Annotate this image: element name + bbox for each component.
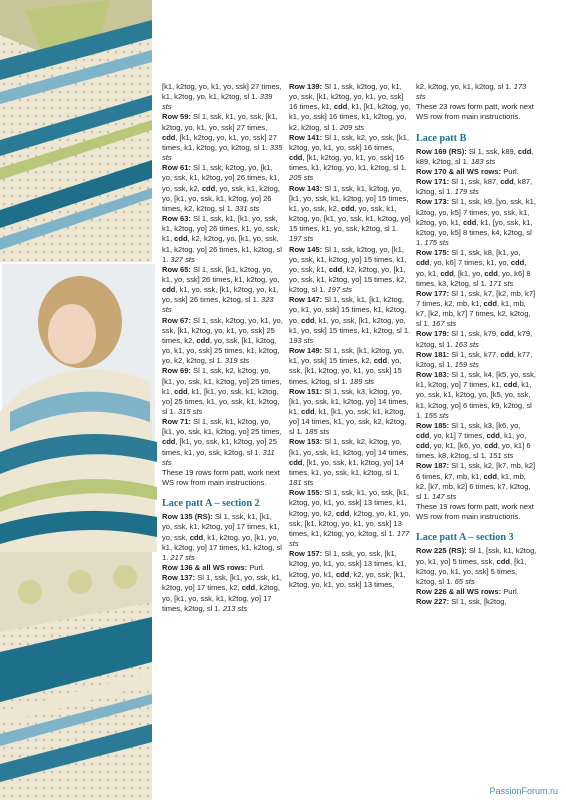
pattern-row: Row 175: Sl 1, ssk, k8, [k1, yo, cdd, yo, k6] 7 times, k1, yo, cdd, yo, k1, cdd, [k1, yo, cdd, yo, k6] 8 times, k3, k2tog, sl 1. 171 sts <box>416 248 531 288</box>
watermark: PassionForum.ru <box>489 786 558 796</box>
pattern-row: Row 179: Sl 1, ssk, k79, cdd, k79, k2tog, sl 1. 163 sts <box>416 329 533 349</box>
pattern-row: Row 181: Sl 1, ssk, k77, cdd, k77, k2tog, sl 1. 159 sts <box>416 349 533 369</box>
pattern-row: Row 65: Sl 1, ssk, [k1, k2tog, yo, k1, yo, ssk] 26 times, k1, k2tog, yo, cdd, k1, yo, ssk, [k1, k2tog, yo, k1, yo, ssk] 26 times, k2tog, sl 1. 323 sts <box>162 264 280 315</box>
pattern-row: These 23 rows form patt, work next WS row from main instructions. <box>416 102 534 122</box>
pattern-row: Row 149: Sl 1, ssk, [k1, k2tog, yo, k1, yo, ssk] 15 times, k2, cdd, yo, ssk, [k1, k2tog, yo, k1, yo, ssk] 15 times, k2tog, sl 1. 189 sts <box>289 346 404 386</box>
pattern-row: Row 69: Sl 1, ssk, k2, k2tog, yo, [k1, yo, ssk, k1, k2tog, yo] 25 times, k1, cdd, k1, [k1, yo, ssk, k1, k2tog, yo] 25 times, k1, yo, ssk, k1, k2tog, sl 1. 315 sts <box>162 366 282 416</box>
pattern-row: Row 71: Sl 1, ssk, k1, k2tog, yo, [k1, yo, ssk, k1, k2tog, yo] 25 times, cdd, [k1, yo, ssk, k1, k2tog, yo] 25 times, k1, yo, ssk, k2tog, sl 1. 311 sts <box>162 417 282 467</box>
pattern-row: Row 136 & all WS rows: Purl. <box>162 563 265 573</box>
column-3 <box>416 82 538 607</box>
pattern-row: Row 141: Sl 1, ssk, k2, yo, ssk, [k1, k2tog, yo, k1, yo, ssk] 16 times, cdd, [k1, k2tog, yo, k1, yo, ssk] 16 times, k1, k2tog, yo, k1, k2tog, sl 1. 205 sts <box>289 132 409 183</box>
pattern-row: Row 137: Sl 1, ssk, [k1, yo, ssk, k1, k2tog, yo] 17 times, k2, cdd, k2tog, yo, [k1, yo, ssk, k1, k2tog, yo] 17 times, k2tog, sl 1. 213 sts <box>162 573 282 613</box>
pattern-row: Row 173: Sl 1, ssk, k9, [yo, ssk, k1, k2tog, yo, k5] 7 times, yo, ssk, k1, k2tog, yo, k1, cdd, k1, [yo, ssk, k1, k2tog, yo, k5] 8 times, k4, k2tog, sl 1. 175 sts <box>416 197 536 248</box>
pattern-row: Row 151: Sl 1, ssk, k3, k2tog, yo, [k1, yo, ssk, k1, k2tog, yo] 14 times, k1, cdd, k1, [k1, yo, ssk, k1, k2tog, yo] 14 times, k1, yo, ssk, k2, k2tog, sl 1. 185 sts <box>289 386 409 437</box>
photo-shawl-detail <box>0 552 152 800</box>
pattern-row: Row 177: Sl 1, ssk, k7, [k2, mb, k7] 7 times, k2, mb, k1, cdd, k1, mb, k7, [k2, mb, k7] 7 times, k2, k2tog, sl 1. 167 sts <box>416 288 536 329</box>
pattern-row: Row 170 & all WS rows: Purl. <box>416 166 519 176</box>
pattern-row: Row 225 (RS): Sl 1, [ssk, k1, k2tog, yo, k1, yo] 5 times, ssk, cdd, [k1, k2tog, yo, k1, yo, ssk] 5 times, k2tog, sl 1. 65 sts <box>416 546 537 586</box>
section-heading: Lace patt A – section 3 <box>416 532 514 544</box>
pattern-row: These 19 rows form patt, work next WS row from main instructions. <box>416 502 534 522</box>
pattern-row: Row 145: Sl 1, ssk, k2tog, yo, [k1, yo, ssk, k1, k2tog, yo] 15 times, k1, yo, ssk, k1, cdd, k2, k2tog, yo, [k1, yo, ssk, k1, k2tog, yo] 15 times, k2, k2tog, sl 1. 197 sts <box>289 244 407 295</box>
pattern-row: Row 61: Sl 1, ssk, k2tog, yo, [k1, yo, ssk, k1, k2tog, yo] 26 times, k1, yo, ssk, k2, cdd, yo, ssk, k1, k2tog, yo, [k1, yo, ssk, k1, k2tog, yo] 26 times, k2, k2tog, sl 1. 331 sts <box>162 163 280 213</box>
column-2 <box>289 82 411 590</box>
pattern-row: Row 67: Sl 1, ssk, k2tog, yo, k1, yo, ssk, [k1, k2tog, yo, k1, yo, ssk] 25 times, k2, cdd, yo, ssk, [k1, k2tog, yo, k1, yo, ssk] 25 times, k1, k2tog, yo, k2, k2tog, sl 1. 319 sts <box>162 315 283 366</box>
pattern-row: Row 227: Sl 1, ssk, [k2tog, <box>416 597 507 607</box>
pattern-row: Row 153: Sl 1, ssk, k2, k2tog, yo, [k1, yo, ssk, k1, k2tog, yo] 14 times, cdd, [k1, yo, ssk, k1, k2tog, yo] 14 times, k1, yo, ssk, k1, k2tog, sl 1. 181 sts <box>289 437 409 488</box>
pattern-row: Row 59: Sl 1, ssk, k1, yo, ssk, [k1, k2tog, yo, k1, yo, ssk] 27 times, cdd, [k1, k2tog, yo, k1, yo, ssk] 27 times, k1, k2tog, yo, k2tog, sl 1. 335 sts <box>162 112 283 163</box>
pattern-row: Row 155: Sl 1, ssk, k1, yo, ssk, [k1, k2tog, yo, k1, yo, ssk] 13 times, k1, k2tog, yo, k2, cdd, k2tog, yo, k1, yo, ssk, [k1, k2tog, yo, k1, yo, ssk] 13 times, k1, k2tog, yo, k2tog, sl 1. 177 sts <box>289 488 411 549</box>
section-heading: Lace patt B <box>416 132 467 144</box>
pattern-row: Row 157: Sl 1, ssk, yo, ssk, [k1, k2tog, yo, k1, yo, ssk] 13 times, k1, k2tog, yo, k1, cdd, k2, yo, ssk, [k1, k2tog, yo, k1, yo, ssk] 13 times, <box>289 549 407 589</box>
pattern-row: Row 183: Sl 1, ssk, k4, [k5, yo, ssk, k1, k2tog, yo] 7 times, k1, cdd, k1, yo, ssk, k1, k2tog, yo, [k5, yo, ssk, k1, k2tog, yo] 6 times, k9, k2tog, sl 1. 155 sts <box>416 370 536 420</box>
pattern-row: Row 169 (RS): Sl 1, ssk, k89, cdd, k89, k2tog, sl 1. 183 sts <box>416 146 534 166</box>
photo-model-wearing-shawl <box>0 262 157 552</box>
pattern-row: These 19 rows form patt, work next WS row from main instructions. <box>162 467 280 488</box>
pattern-row: Row 171: Sl 1, ssk, k87, cdd, k87, k2tog, sl 1. 179 sts <box>416 177 533 197</box>
pattern-row: Row 143: Sl 1, ssk, k1, k2tog, yo, [k1, yo, ssk, k1, k2tog, yo] 15 times, k1, yo, ssk, k2, cdd, yo, ssk, k1, k2tog, yo, [k1, yo, ssk, k1, k2tog, yo] 15 times, k1, yo, ssk, k2tog, sl 1. 197 sts <box>289 183 411 244</box>
section-heading: Lace patt A – section 2 <box>162 498 260 510</box>
column-1 <box>162 82 284 614</box>
photo-shawl-top <box>0 0 152 262</box>
pattern-row: Row 185: Sl 1, ssk, k3, [k6, yo, cdd, yo, k1] 7 times, cdd, k1, yo, cdd, yo, k1, [k6, yo, cdd, yo, k1] 6 times, k8, k2tog, sl 1. 151 sts <box>416 420 531 461</box>
pattern-row: Row 187: Sl 1, ssk, k2, [k7, mb, k2] 6 times, k7, mb, k1, cdd, k1, mb, k2, [k7, mb, k2] 6 times, k7, k2tog, sl 1. 147 sts <box>416 461 536 501</box>
pattern-row: Row 135 (RS): Sl 1, ssk, k1, [k1, yo, ssk, k1, k2tog, yo] 17 times, k1, yo, ssk, cdd, k1, k2tog, yo, [k1, yo, k1, k2tog, yo] 17 times, k1, k2tog, sl 1. 217 sts <box>162 512 282 562</box>
pattern-row: Row 63: Sl 1, ssk, k1, [k1, yo, ssk, k1, k2tog, yo] 26 times, k1, yo, ssk, k1, cdd, k2, k2tog, yo, [k1, yo, ssk, k1, k2tog, yo] 26 times, k1, k2tog, sl 1. 327 sts <box>162 214 282 264</box>
pattern-row: Row 226 & all WS rows: Purl. <box>416 587 519 597</box>
pattern-row: k2, k2tog, yo, k1, k2tog, sl 1. 173 sts <box>416 82 527 102</box>
pattern-row: Row 139: Sl 1, ssk, k2tog, yo, k1, yo, ssk, [k1, k2tog, yo, k1, yo, ssk] 16 times, k1, cdd, k1, [k1, k2tog, yo, k1, yo, ssk] 16 times, k1, k2tog, yo, k2, k2tog, sl 1. 209 sts <box>289 82 411 132</box>
pattern-row: [k1, k2tog, yo, k1, yo, ssk] 27 times, k1, k2tog, yo, k1, k2tog, sl 1. 339 sts <box>162 82 282 112</box>
pattern-row: Row 147: Sl 1, ssk, k1, [k1, k2tog, yo, k1, yo, ssk] 15 times, k1, k2tog, yo, cdd, k1, yo, ssk, [k1, k2tog, yo, k1, yo, ssk] 15 times, k1, k2tog, sl 1. 193 sts <box>289 295 411 345</box>
